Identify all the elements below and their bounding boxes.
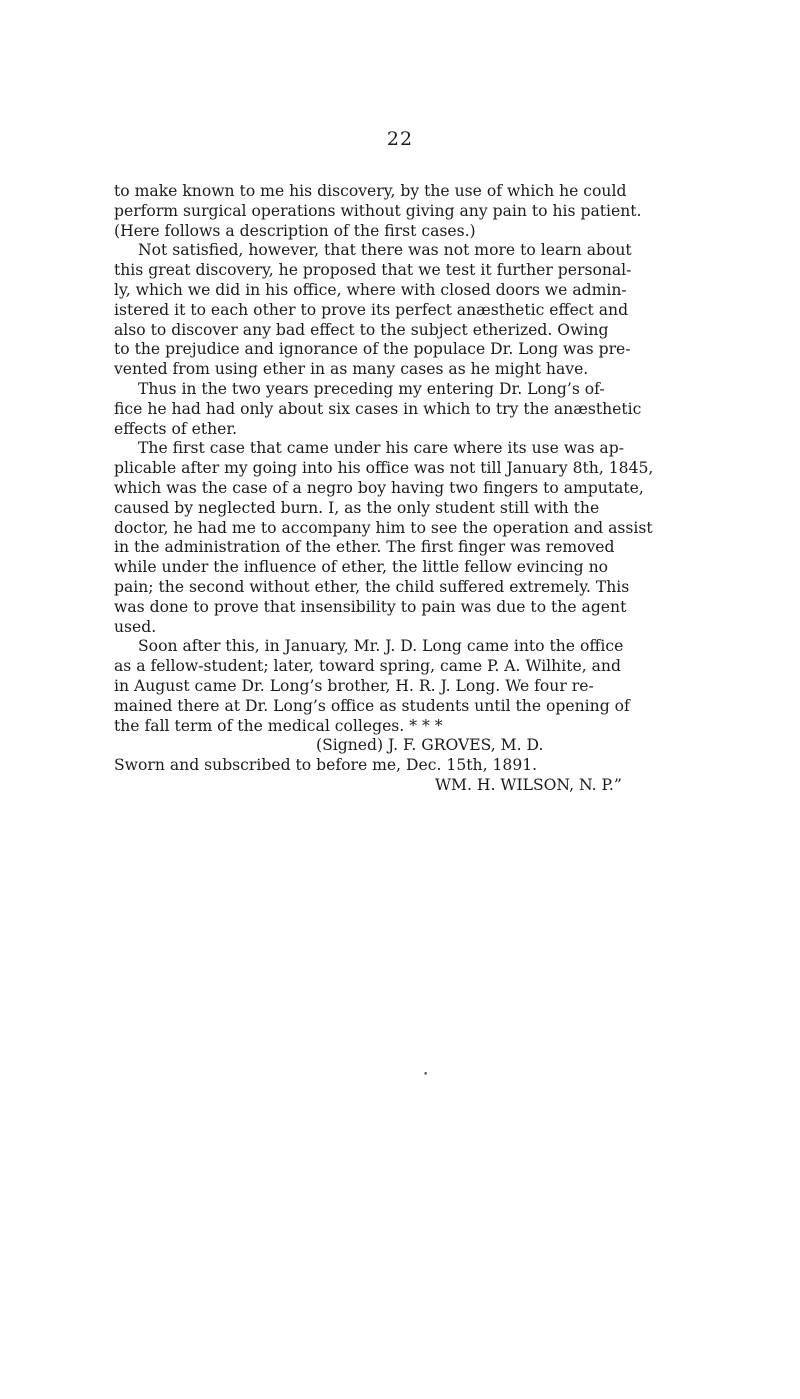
text-line: perform surgical operations without giving any pain to his patient. xyxy=(114,201,642,220)
text-line: effects of ether. xyxy=(114,419,238,438)
text-line: was done to prove that insensibility to pain was due to the agent xyxy=(114,597,627,616)
text-line: in August came Dr. Long’s brother, H. R. J. Long. We four re- xyxy=(114,676,594,695)
text-line: Thus in the two years preceding my entering Dr. Long’s of- xyxy=(138,379,605,398)
text-line: plicable after my going into his office was not till January 8th, 1845, xyxy=(114,459,654,478)
text-line: doctor, he had me to accompany him to see the operation and assist xyxy=(114,518,653,537)
text-line: to make known to me his discovery, by the use of which he could xyxy=(114,182,627,200)
text-line: pain; the second without ether, the child suffered extremely. This xyxy=(114,577,630,596)
text-line: to the prejudice and ignorance of the populace Dr. Long was pre- xyxy=(114,340,631,359)
text-line: mained there at Dr. Long’s office as students until the opening of xyxy=(114,696,630,715)
notary-line: WM. H. WILSON, N. P.” xyxy=(435,775,622,794)
text-line: Not satisfied, however, that there was not more to learn about xyxy=(138,241,632,260)
text-line: ly, which we did in his office, where with closed doors we admin- xyxy=(114,280,627,299)
text-line: fice he had had only about six cases in which to try the anæsthetic xyxy=(114,399,642,418)
text-line: the fall term of the medical colleges. * * * xyxy=(114,716,443,735)
stray-mark: • xyxy=(423,1070,429,1080)
sworn-line: Sworn and subscribed to before me, Dec. 15th, 1891. xyxy=(114,756,538,775)
page-number: 22 xyxy=(386,128,414,150)
text-line: while under the influence of ether, the little fellow evincing no xyxy=(114,558,608,577)
body-text xyxy=(114,182,798,796)
text-line: used. xyxy=(114,617,157,636)
text-line: which was the case of a negro boy having two fingers to amputate, xyxy=(114,478,644,497)
text-line: as a fellow-student; later, toward spring, came P. A. Wilhite, and xyxy=(114,657,621,676)
text-line: (Here follows a description of the first cases.) xyxy=(114,221,476,240)
signature-line: (Signed) J. F. GROVES, M. D. xyxy=(316,736,544,755)
text-line: The first case that came under his care where its use was ap- xyxy=(138,439,624,458)
text-line: also to discover any bad effect to the subject etherized. Owing xyxy=(114,320,609,339)
text-line: istered it to each other to prove its perfect anæsthetic effect and xyxy=(114,300,629,319)
text-line: in the administration of the ether. The first finger was removed xyxy=(114,538,615,557)
text-line: vented from using ether in as many cases as he might have. xyxy=(114,360,589,379)
text-line: caused by neglected burn. I, as the only student still with the xyxy=(114,498,600,517)
text-line: this great discovery, he proposed that we test it further personal- xyxy=(114,261,632,280)
text-line: Soon after this, in January, Mr. J. D. Long came into the office xyxy=(138,637,624,656)
